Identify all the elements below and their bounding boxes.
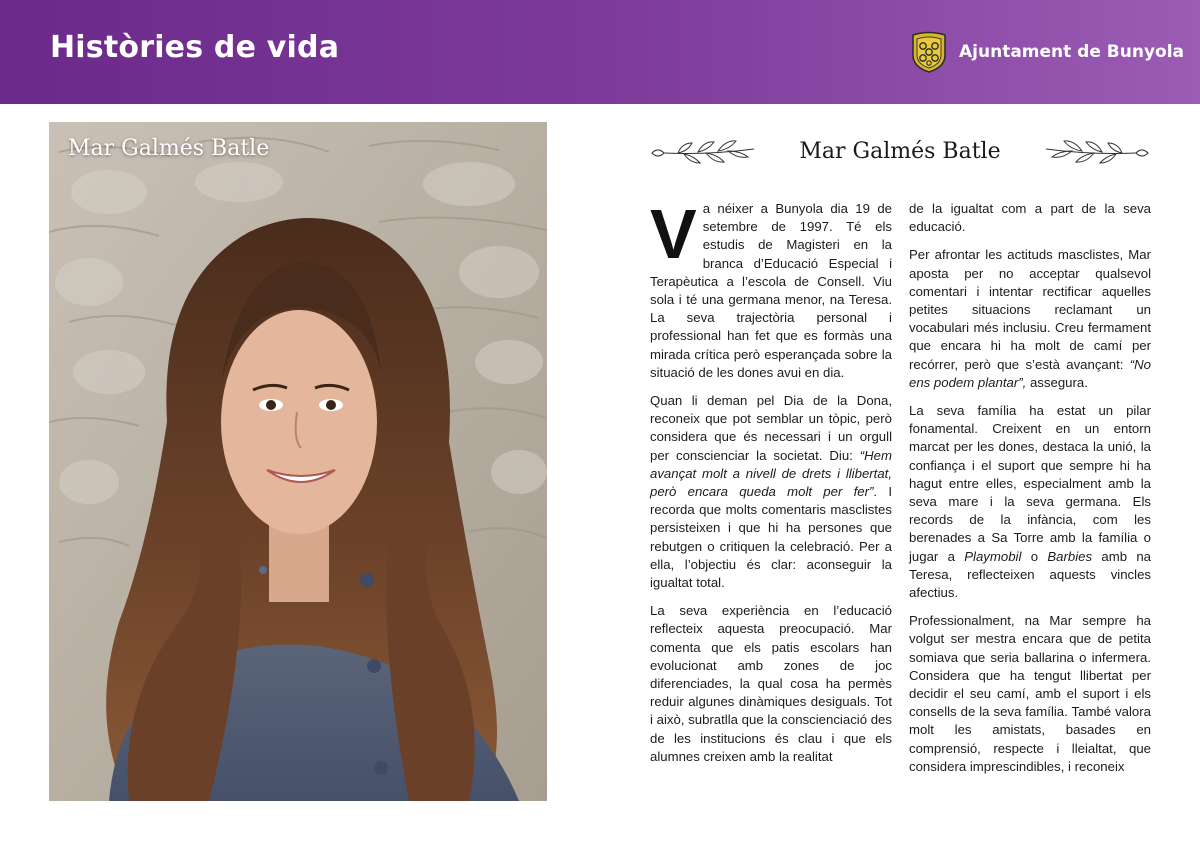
quote: “Hem avançat molt a nivell de drets i llibertat, però encara queda molt per fer” (650, 447, 892, 500)
org-brand (909, 30, 1184, 74)
article-column-1 (650, 195, 892, 776)
paragraph-text: . I recorda que molts comentaris masclistes persisteixen i que hi ha persones que rebutgen o critiquen la celebració. Per a ella, l’objectiu és clar: aconseguir la igualtat total. (650, 484, 892, 591)
drop-cap: V (650, 195, 697, 273)
emphasis: Playmobil (964, 548, 1022, 564)
paragraph (909, 246, 1151, 392)
paragraph-text: o (1021, 548, 1048, 564)
section-title: Històries de vida (50, 30, 340, 65)
paragraph (650, 392, 892, 592)
coat-of-arms-icon (909, 31, 949, 73)
photo-caption: Mar Galmés Batle (68, 136, 270, 161)
article-title: Mar Galmés Batle (799, 139, 1001, 164)
paragraph (650, 195, 892, 382)
header-banner (0, 0, 1200, 104)
portrait-photo (49, 122, 547, 801)
emphasis: Barbies (1047, 548, 1093, 564)
paragraph (909, 402, 1151, 602)
article-heading (648, 135, 1152, 173)
paragraph-text: amb na Teresa, reflecteixen aquests vincles afectius. (909, 548, 1151, 601)
org-name: Ajuntament de Bunyola (959, 42, 1185, 62)
paragraph: Professionalment, na Mar sempre ha volgut ser mestra encara que de petita somiava que seria ballarina o infermera. Considera que ha tengut llibertat per decidir el seu camí, amb el suport i els consells de la seva família. També valora molt les amistats, basades en comprensió, respecte i lleialtat, que considera imprescindibles, i reconeix (909, 613, 1151, 774)
paragraph-text: Quan li deman pel Dia de la Dona, reconeix que pot semblar un tòpic, però considera que és necessari i un orgull per conscienciar la societat. Diu: (650, 393, 892, 463)
paragraph-text: Per afrontar les actituds masclistes, Mar aposta per no acceptar qualsevol comentari i intentar rectificar aquelles petites situacions reclamant un vocabulari més inclusiu. Creu fermament que encara hi ha molt de camí per recórrer, però que s’està avançant: (909, 247, 1151, 372)
paragraph: La seva experiència en l’educació reflecteix aquesta preocupació. Mar comenta que els patis escolars han evolucionat amb zones de joc diferenciades, la qual cosa ha permès reduir algunes dinàmiques desiguals. Tot i això, subratlla que la conscienciació des de les institucions és clau i que els alumnes creixen amb la realitat (650, 603, 892, 764)
paragraph-text: a néixer a Bunyola dia 19 de setembre de 1997. Té els estudis de Magisteri en la branca d’Educació Especial i Terapèutica a l’escola de Consell. Viu sola i té una germana menor, na Teresa. La seva trajectòria personal i professional han fet que es formàs una mirada crítica però esperançada sobre la situació de les dones avui en dia. (650, 201, 892, 380)
paragraph-text: assegura. (1026, 374, 1088, 390)
laurel-right-icon (1044, 137, 1152, 169)
quote: “No ens podem plantar”, (909, 356, 1151, 390)
paragraph-text: La seva família ha estat un pilar fonamental. Creixent en un entorn marcat per les dones, destaca la unió, la confiança i el suport que sempre hi ha hagut entre elles, especialment amb la seva mare i la seva germana. Els records de la infància, com les berenades a Sa Torre amb la família o jugar a (909, 403, 1151, 564)
paragraph: de la igualtat com a part de la seva educació. (909, 201, 1151, 235)
article-column-2 (909, 200, 1151, 786)
